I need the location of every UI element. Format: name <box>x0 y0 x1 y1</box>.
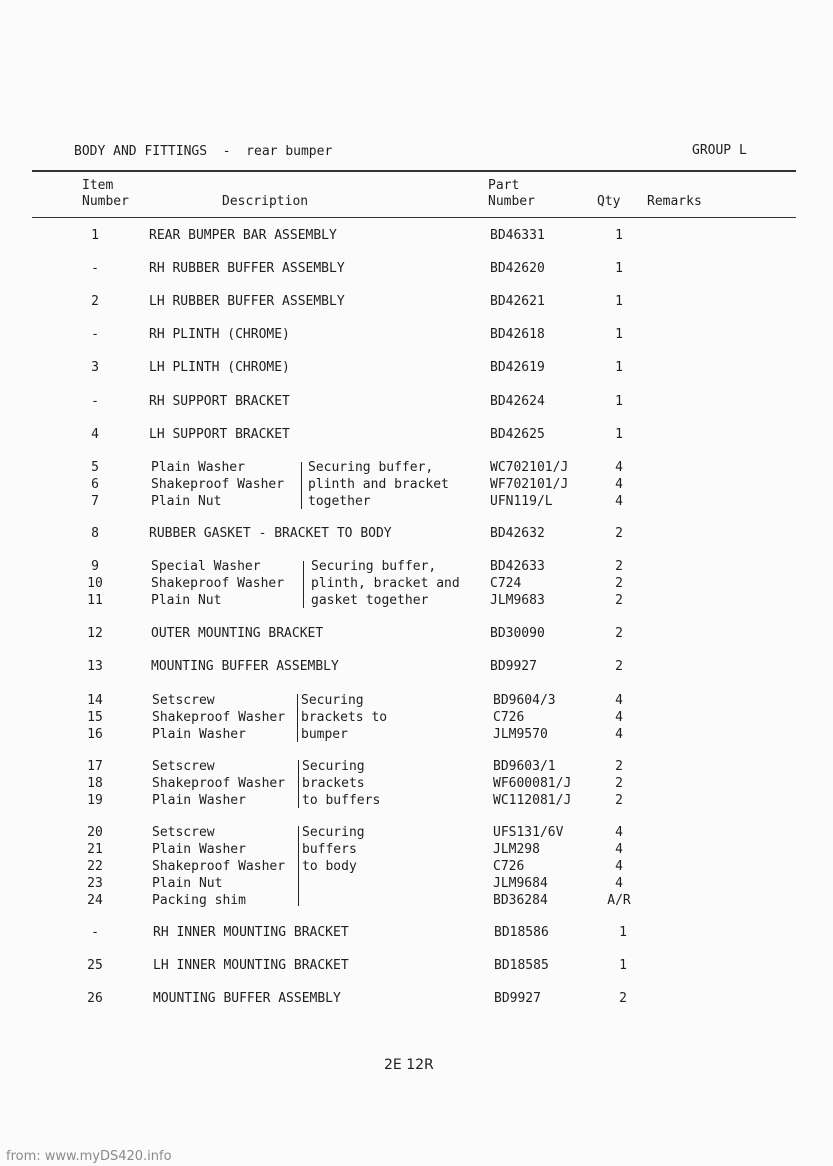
group-bracket-line <box>303 561 304 608</box>
table-row <box>0 228 833 245</box>
item-description: Shakeproof Washer <box>151 576 285 591</box>
part-number: BD42624 <box>490 394 545 409</box>
table-row <box>0 958 833 975</box>
group-remark-line: plinth, bracket and <box>311 576 460 591</box>
table-row <box>0 477 833 494</box>
item-number: - <box>91 394 99 409</box>
part-number: BD42632 <box>490 526 545 541</box>
item-description: Plain Washer <box>152 793 246 808</box>
part-number: BD42625 <box>490 427 545 442</box>
header-rule-top <box>32 170 796 172</box>
part-number: BD42618 <box>490 327 545 342</box>
item-description: RUBBER GASKET - BRACKET TO BODY <box>149 526 392 541</box>
header-rule-bottom <box>32 217 796 218</box>
quantity: 1 <box>615 294 623 309</box>
item-number: 14 <box>87 693 103 708</box>
table-row <box>0 659 833 676</box>
item-description: Shakeproof Washer <box>151 477 285 492</box>
quantity: 1 <box>615 394 623 409</box>
item-description: Setscrew <box>152 759 215 774</box>
part-number: BD30090 <box>490 626 545 641</box>
col-remarks: Remarks <box>647 194 702 209</box>
item-description: RH PLINTH (CHROME) <box>149 327 290 342</box>
quantity: 4 <box>615 825 623 840</box>
item-number: 5 <box>91 460 99 475</box>
item-description: Special Washer <box>151 559 261 574</box>
table-row <box>0 710 833 727</box>
quantity: 2 <box>615 759 623 774</box>
item-number: 21 <box>87 842 103 857</box>
group-remark-line: to body <box>302 859 357 874</box>
group-remark-line: to buffers <box>302 793 381 808</box>
part-number: UFN119/L <box>490 494 553 509</box>
item-number: 23 <box>87 876 103 891</box>
col-qty: Qty <box>597 194 621 209</box>
table-row <box>0 294 833 311</box>
group-bracket-line <box>298 760 299 808</box>
item-number: 8 <box>91 526 99 541</box>
fixing-group <box>0 825 833 910</box>
part-number: JLM298 <box>493 842 540 857</box>
quantity: 4 <box>615 859 623 874</box>
item-description: Shakeproof Washer <box>152 776 286 791</box>
quantity: 4 <box>615 876 623 891</box>
fixing-group <box>0 759 833 810</box>
table-row <box>0 727 833 744</box>
table-row <box>0 876 833 893</box>
item-number: 6 <box>91 477 99 492</box>
item-description: LH RUBBER BUFFER ASSEMBLY <box>149 294 345 309</box>
part-number: JLM9570 <box>493 727 548 742</box>
group-remark-line: buffers <box>302 842 357 857</box>
part-number: BD18586 <box>494 925 549 940</box>
part-number: BD46331 <box>490 228 545 243</box>
watermark: from: www.myDS420.info <box>6 1149 172 1164</box>
quantity: 4 <box>615 842 623 857</box>
table-row <box>0 360 833 377</box>
item-description: OUTER MOUNTING BRACKET <box>151 626 324 641</box>
fixing-group <box>0 693 833 744</box>
group-remark-line: Securing <box>302 825 365 840</box>
part-number: BD9927 <box>490 659 537 674</box>
table-row <box>0 759 833 776</box>
table-row <box>0 991 833 1008</box>
table-row <box>0 394 833 411</box>
item-description: RH INNER MOUNTING BRACKET <box>153 925 349 940</box>
item-number: 26 <box>87 991 103 1006</box>
table-row <box>0 327 833 344</box>
item-description: Shakeproof Washer <box>152 710 286 725</box>
group-remark-line: brackets <box>302 776 365 791</box>
part-number: WF600081/J <box>493 776 572 791</box>
item-number: 11 <box>87 593 103 608</box>
col-item-line2: Number <box>82 194 129 209</box>
item-description: Plain Nut <box>152 876 223 891</box>
table-row <box>0 576 833 593</box>
table-row <box>0 825 833 842</box>
quantity: 2 <box>615 593 623 608</box>
item-number: 18 <box>87 776 103 791</box>
item-number: 10 <box>87 576 103 591</box>
item-description: LH INNER MOUNTING BRACKET <box>153 958 349 973</box>
part-number: BD18585 <box>494 958 549 973</box>
quantity: 2 <box>615 776 623 791</box>
item-number: 13 <box>87 659 103 674</box>
group-bracket-line <box>297 694 298 742</box>
part-number: BD42621 <box>490 294 545 309</box>
quantity: 1 <box>615 327 623 342</box>
col-item-line1: Item <box>82 178 114 193</box>
quantity: 4 <box>615 460 623 475</box>
group-remark-line: plinth and bracket <box>308 477 449 492</box>
item-description: RH RUBBER BUFFER ASSEMBLY <box>149 261 345 276</box>
quantity: 4 <box>615 710 623 725</box>
quantity: 2 <box>615 559 623 574</box>
col-part-line2: Number <box>488 194 535 209</box>
item-number: 3 <box>91 360 99 375</box>
item-description: RH SUPPORT BRACKET <box>149 394 290 409</box>
quantity: 4 <box>615 494 623 509</box>
table-row <box>0 793 833 810</box>
item-description: Packing shim <box>152 893 246 908</box>
fixing-group <box>0 460 833 511</box>
quantity: 2 <box>615 659 623 674</box>
section-title: BODY AND FITTINGS - rear bumper <box>74 144 333 159</box>
part-number: BD9603/1 <box>493 759 556 774</box>
item-number: - <box>91 261 99 276</box>
part-number: JLM9683 <box>490 593 545 608</box>
group-bracket-line <box>301 462 302 509</box>
item-description: MOUNTING BUFFER ASSEMBLY <box>151 659 339 674</box>
col-part-line1: Part <box>488 178 520 193</box>
group-label: GROUP L <box>692 143 747 158</box>
quantity: 2 <box>619 991 627 1006</box>
quantity: 2 <box>615 626 623 641</box>
group-remark-line: brackets to <box>301 710 388 725</box>
item-number: 9 <box>91 559 99 574</box>
table-row <box>0 494 833 511</box>
item-number: 4 <box>91 427 99 442</box>
item-number: 7 <box>91 494 99 509</box>
item-description: Setscrew <box>152 693 215 708</box>
quantity: 1 <box>615 228 623 243</box>
page-code: 2E 12R <box>384 1057 434 1073</box>
item-description: MOUNTING BUFFER ASSEMBLY <box>153 991 341 1006</box>
table-row <box>0 460 833 477</box>
table-row <box>0 925 833 942</box>
item-number: 24 <box>87 893 103 908</box>
item-number: 12 <box>87 626 103 641</box>
item-number: 17 <box>87 759 103 774</box>
quantity: 2 <box>615 576 623 591</box>
item-number: 25 <box>87 958 103 973</box>
item-description: Plain Washer <box>152 727 246 742</box>
item-description: Plain Nut <box>151 593 222 608</box>
item-number: - <box>91 327 99 342</box>
quantity: 1 <box>615 427 623 442</box>
item-description: REAR BUMPER BAR ASSEMBLY <box>149 228 337 243</box>
table-row <box>0 427 833 444</box>
group-remark-line: Securing <box>302 759 365 774</box>
part-number: BD42633 <box>490 559 545 574</box>
col-description: Description <box>222 194 309 209</box>
part-number: WC112081/J <box>493 793 572 808</box>
item-description: Plain Nut <box>151 494 222 509</box>
quantity: A/R <box>607 893 631 908</box>
part-number: BD9604/3 <box>493 693 556 708</box>
group-remark-line: Securing buffer, <box>311 559 437 574</box>
item-number: 20 <box>87 825 103 840</box>
table-row <box>0 893 833 910</box>
group-remark-line: bumper <box>301 727 348 742</box>
group-remark-line: Securing buffer, <box>308 460 434 475</box>
table-row <box>0 526 833 543</box>
quantity: 1 <box>615 360 623 375</box>
part-number: BD36284 <box>493 893 548 908</box>
quantity: 1 <box>619 925 627 940</box>
item-number: 22 <box>87 859 103 874</box>
quantity: 2 <box>615 793 623 808</box>
table-row <box>0 842 833 859</box>
item-number: 19 <box>87 793 103 808</box>
table-row <box>0 776 833 793</box>
part-number: C726 <box>493 859 525 874</box>
table-row <box>0 626 833 643</box>
quantity: 4 <box>615 727 623 742</box>
table-row <box>0 593 833 610</box>
quantity: 2 <box>615 526 623 541</box>
part-number: JLM9684 <box>493 876 548 891</box>
item-description: Shakeproof Washer <box>152 859 286 874</box>
part-number: BD9927 <box>494 991 541 1006</box>
group-remark-line: gasket together <box>311 593 429 608</box>
part-number: BD42620 <box>490 261 545 276</box>
group-remark-line: Securing <box>301 693 364 708</box>
item-description: Setscrew <box>152 825 215 840</box>
table-row <box>0 261 833 278</box>
item-description: LH PLINTH (CHROME) <box>149 360 290 375</box>
part-number: BD42619 <box>490 360 545 375</box>
group-bracket-line <box>298 826 299 906</box>
part-number: UFS131/6V <box>493 825 564 840</box>
group-remark-line: together <box>308 494 371 509</box>
item-description: Plain Washer <box>152 842 246 857</box>
item-description: LH SUPPORT BRACKET <box>149 427 290 442</box>
part-number: WF702101/J <box>490 477 569 492</box>
item-number: - <box>91 925 99 940</box>
item-number: 2 <box>91 294 99 309</box>
table-row <box>0 859 833 876</box>
item-number: 16 <box>87 727 103 742</box>
part-number: C726 <box>493 710 525 725</box>
item-number: 15 <box>87 710 103 725</box>
fixing-group <box>0 559 833 610</box>
part-number: WC702101/J <box>490 460 569 475</box>
quantity: 1 <box>615 261 623 276</box>
table-row <box>0 559 833 576</box>
item-number: 1 <box>91 228 99 243</box>
table-row <box>0 693 833 710</box>
quantity: 4 <box>615 477 623 492</box>
quantity: 1 <box>619 958 627 973</box>
part-number: C724 <box>490 576 522 591</box>
quantity: 4 <box>615 693 623 708</box>
item-description: Plain Washer <box>151 460 245 475</box>
